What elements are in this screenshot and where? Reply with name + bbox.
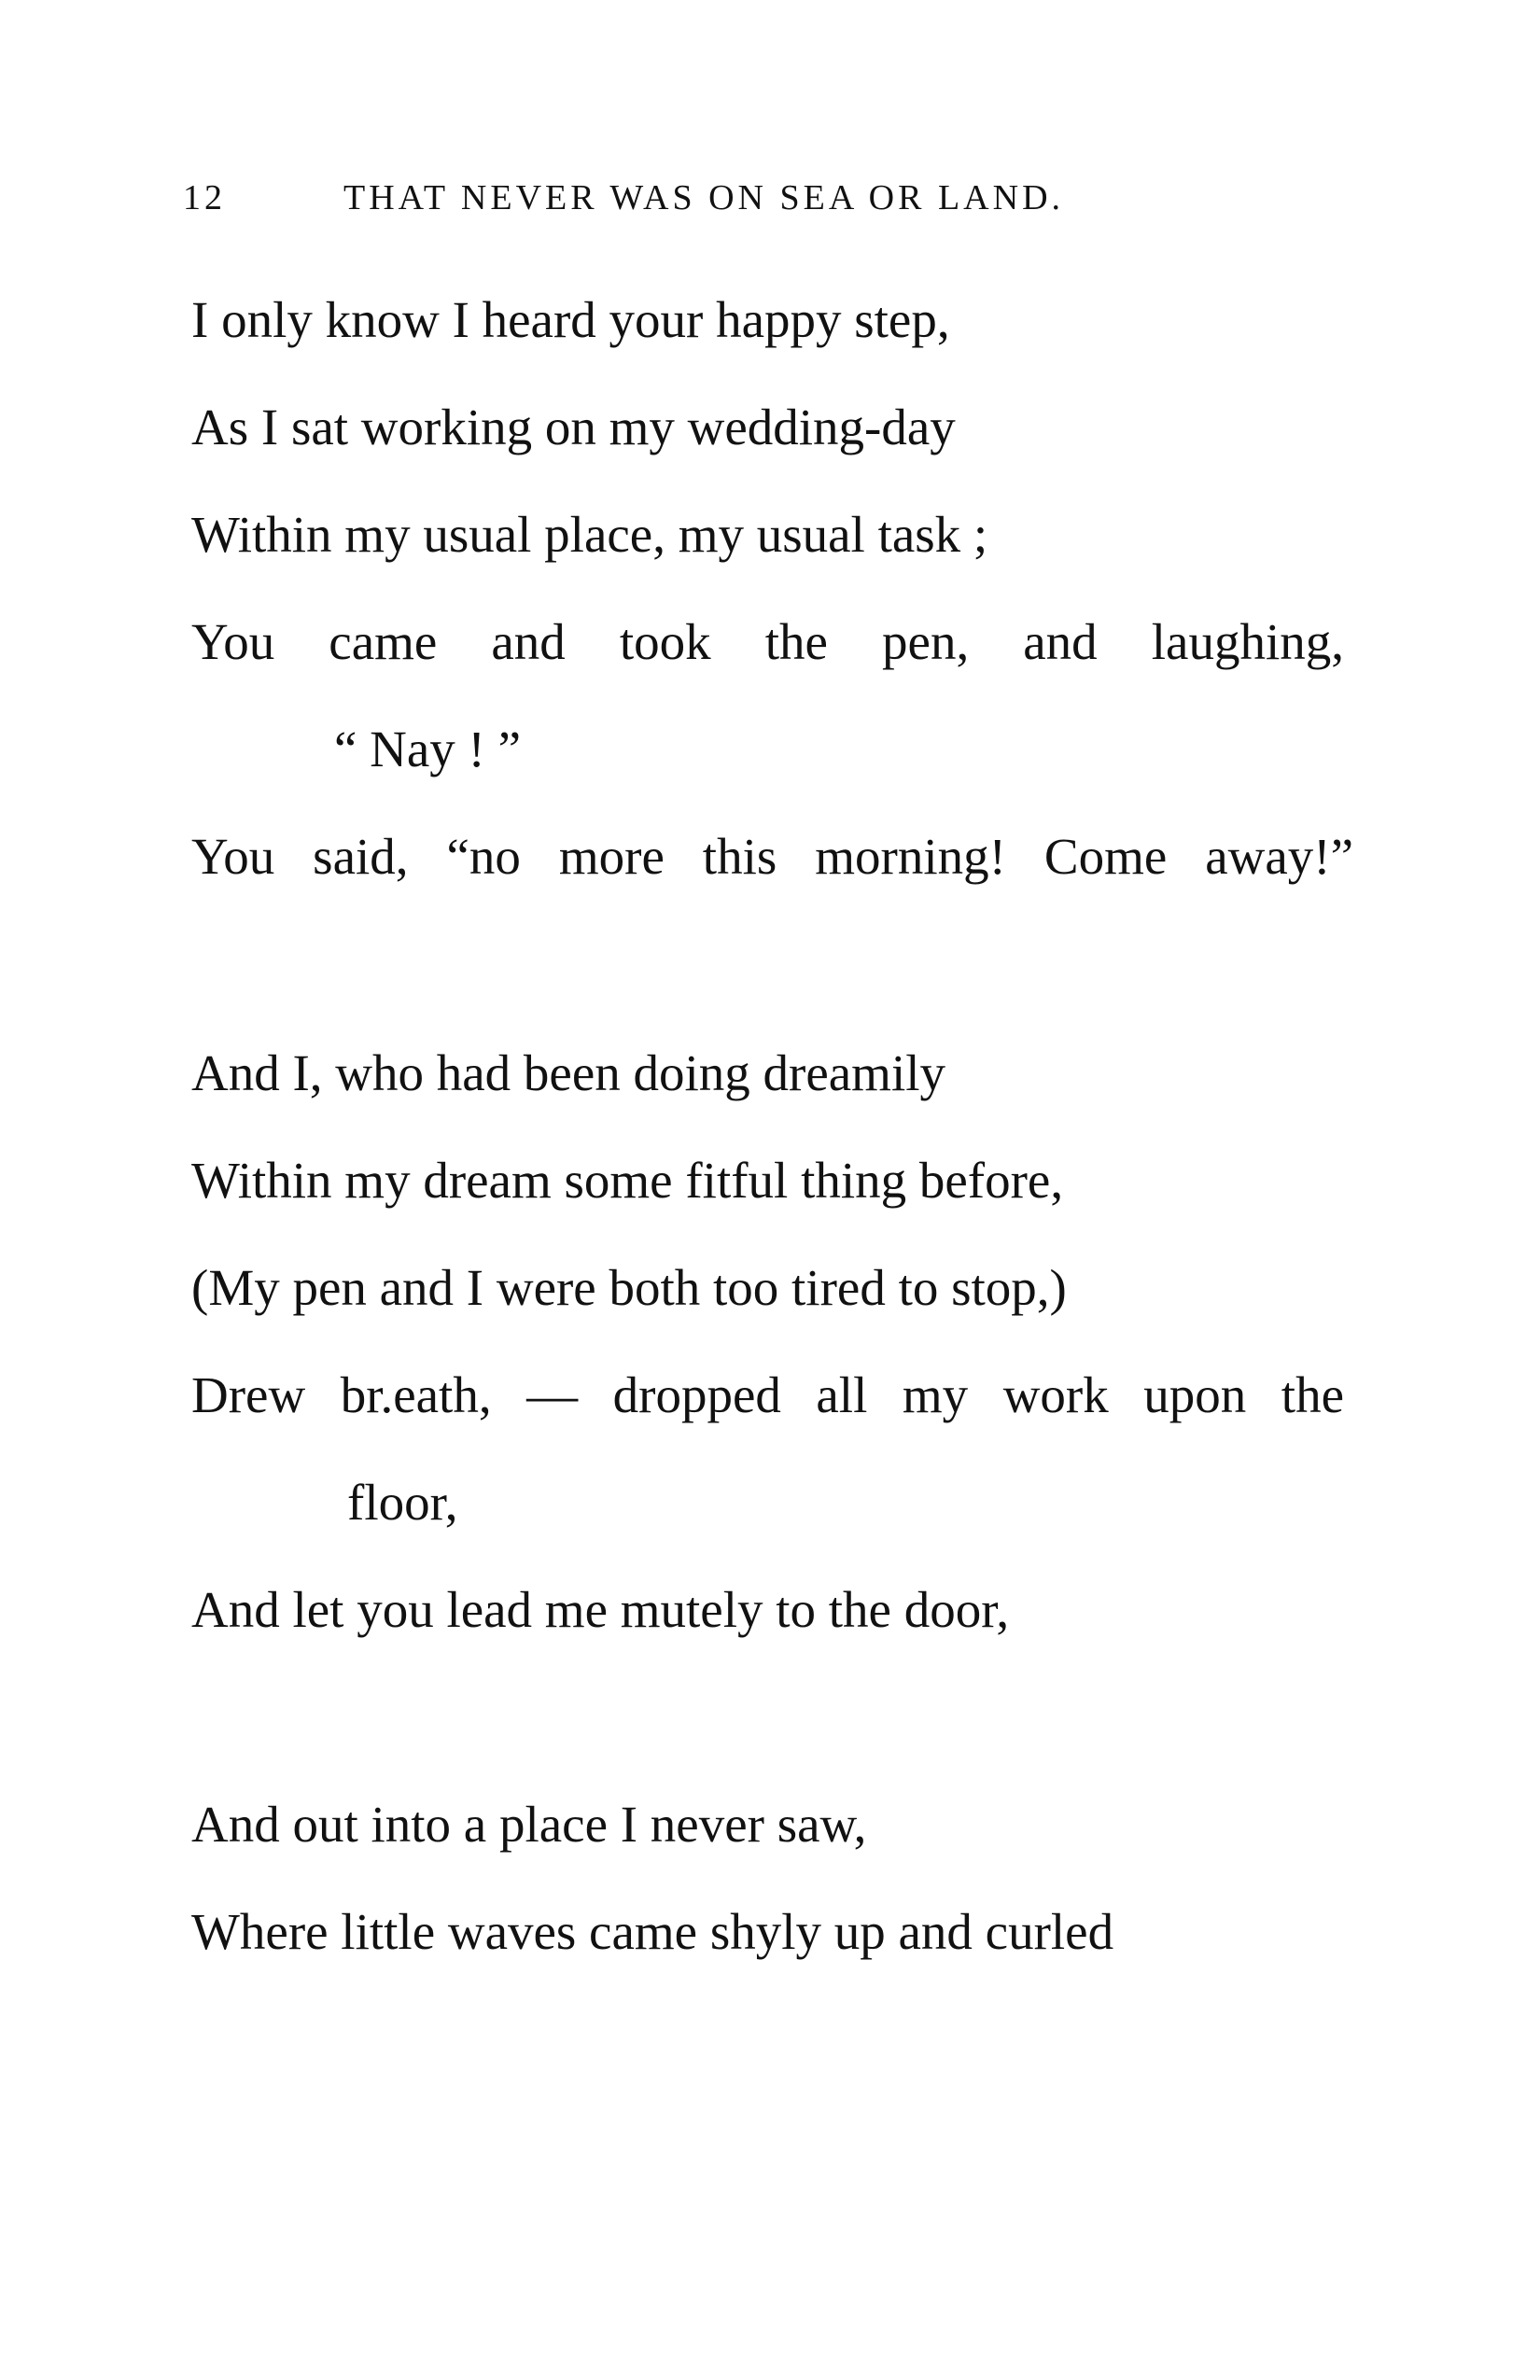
poem-line: Within my dream some fitful thing before, — [191, 1152, 1064, 1209]
poem-line: (My pen and I were both too tired to stop,) — [191, 1259, 1067, 1316]
poem-line-continuation: floor, — [347, 1474, 458, 1531]
poem-line: You said, “no more this morning! Come away!” — [191, 828, 1353, 885]
poem-line: As I sat working on my wedding-day — [191, 399, 956, 455]
running-head — [183, 170, 1303, 226]
poem-line: Within my usual place, my usual task ; — [191, 506, 988, 563]
poem-line: Where little waves came shyly up and curled — [191, 1903, 1114, 1960]
poem-line: And let you lead me mutely to the door, — [191, 1581, 1010, 1638]
poem-line: You came and took the pen, and laughing, — [191, 613, 1344, 670]
poem-line: Drew br.eath, — dropped all my work upon the — [191, 1366, 1344, 1423]
poem-line-continuation: “ Nay ! ” — [334, 721, 522, 777]
running-title: THAT NEVER WAS ON SEA OR LAND. — [343, 178, 1065, 217]
page-number: 12 — [183, 178, 226, 217]
poem-line: And out into a place I never saw, — [191, 1796, 867, 1853]
poem-line: I only know I heard your happy step, — [191, 291, 950, 348]
poem-line: And I, who had been doing dreamily — [191, 1044, 946, 1101]
